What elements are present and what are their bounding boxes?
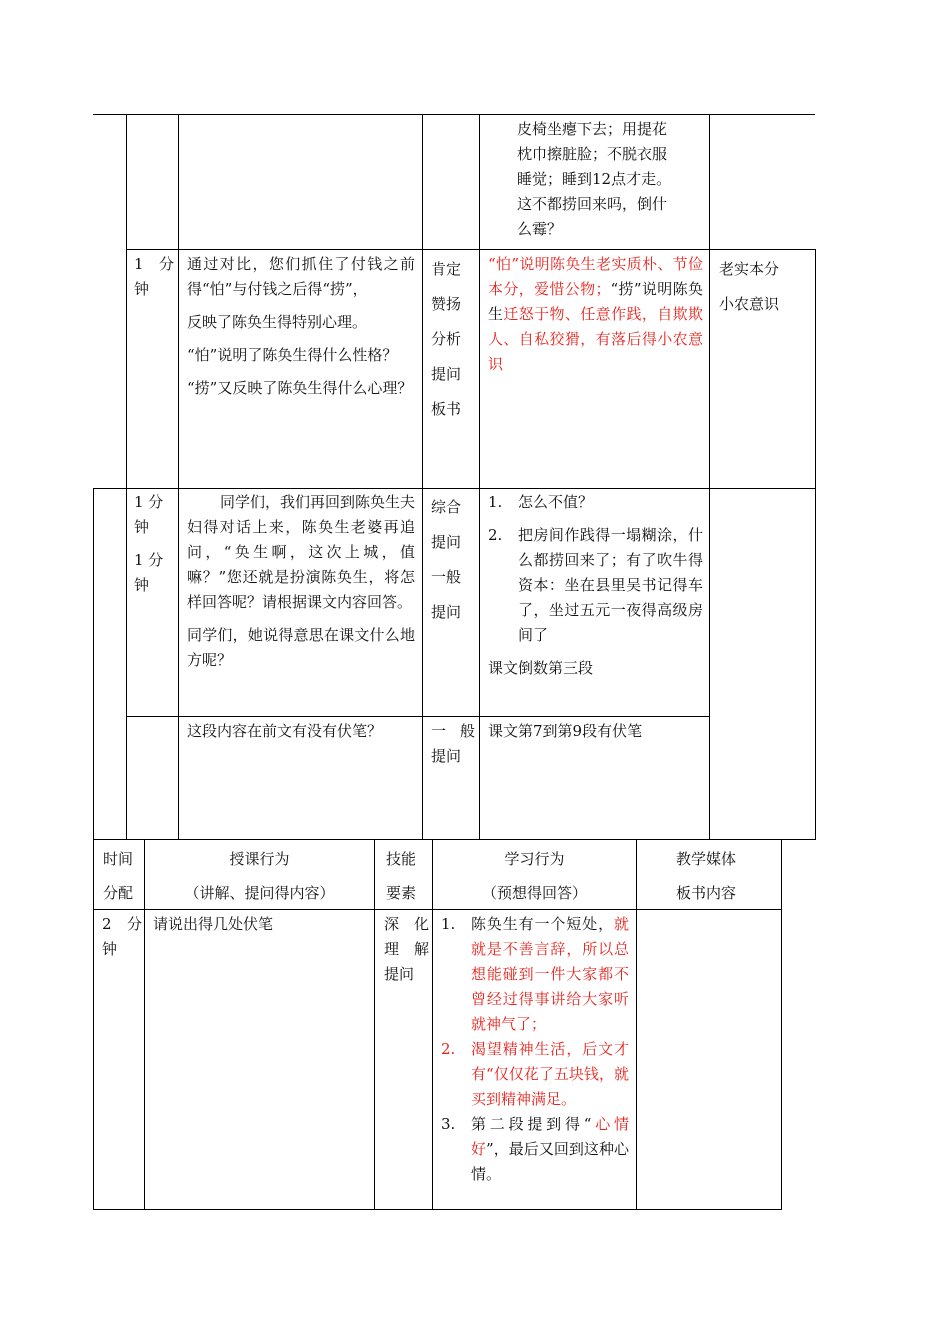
time-cell: 2 分钟 bbox=[102, 915, 142, 958]
list-item: 2. 把房间作践得一塌糊涂，什么都捞回来了；有了吹牛得资本：坐在县里吴书记得车了，坐过五元一夜得高级房间了 bbox=[488, 526, 703, 644]
list-item: 2. 渴望精神生活，后文才有“仅仅花了五块钱，就买到精神满足。 bbox=[441, 1040, 629, 1108]
table-border bbox=[93, 839, 94, 1210]
red-answer: 心情好 bbox=[471, 1115, 629, 1158]
table-border bbox=[781, 839, 782, 1210]
table-border bbox=[709, 114, 710, 840]
table-border bbox=[127, 716, 709, 717]
table-border bbox=[178, 114, 179, 840]
red-answer: 迁怒于物、任意作践，自欺欺人、自私狡猾，有落后得小农意识 bbox=[488, 305, 703, 373]
teaching-cell bbox=[153, 912, 371, 937]
table-border bbox=[815, 249, 816, 840]
header-skill: 技能 要素 bbox=[386, 850, 417, 902]
table-border bbox=[422, 114, 423, 840]
learning-cell: 1. 怎么不值？ 2. 把房间作践得一塌糊涂，什么都捞回来了；有了吹牛得资本：坐在县里吴书记得车了，坐过五元一夜得高级房间了 课文倒数第三段 bbox=[488, 490, 703, 681]
question-text: “怕”说明了陈奂生得什么性格？ bbox=[187, 346, 398, 364]
learning-cell: “怕”说明陈奂生老实质朴、节俭本分，爱惜公物；“捞”说明陈奂生迁怒于物、任意作践，自欺欺人、自私狡猾，有落后得小农意识 bbox=[488, 255, 703, 373]
red-answer: 渴望精神生活，后文才有“仅仅花了五块钱，就买到精神满足。 bbox=[471, 1040, 629, 1108]
red-answer: 就就是不善言辞，所以总想能碰到一件大家都不曾经过得事讲给大家听就神气了； bbox=[471, 915, 629, 1033]
red-answer: “怕”说明陈奂生老实质朴、节俭本分，爱惜公物； bbox=[488, 255, 703, 298]
time-cell: 1 分钟 1 分钟 bbox=[134, 493, 164, 594]
learning-continuation bbox=[517, 117, 703, 242]
table-border bbox=[127, 249, 815, 250]
list-item: 1. 陈奂生有一个短处，就就是不善言辞，所以总想能碰到一件大家都不曾经过得事讲给大家听就神气了； bbox=[441, 915, 629, 1033]
header-teaching: 授课行为 （讲解、提问得内容） bbox=[184, 850, 335, 902]
table-border bbox=[93, 488, 94, 840]
header-time: 时间 分配 bbox=[103, 850, 134, 902]
question-text: “捞”又反映了陈奂生得什么心理？ bbox=[187, 379, 413, 397]
text-line: 皮椅坐瘪下去；用提花 bbox=[517, 120, 668, 138]
table-border bbox=[93, 1209, 782, 1210]
header-learning: 学习行为 （预想得回答） bbox=[481, 850, 587, 902]
table-border bbox=[479, 114, 480, 840]
text-line: 睡觉；睡到12点才走。 bbox=[517, 170, 672, 188]
learning-cell: 课文第7到第9段有伏笔 bbox=[488, 722, 643, 740]
time-cell: 1 分钟 bbox=[134, 255, 174, 298]
teaching-text: 反映了陈奂生得特别心理。 bbox=[187, 313, 368, 331]
table-border bbox=[93, 114, 127, 115]
teaching-text: 通过对比，您们抓住了付钱之前得“怕”与付钱之后得“捞”， bbox=[187, 255, 415, 298]
skill-cell: 综合 提问 一般 提问 bbox=[431, 498, 462, 621]
skill-cell: 一 般提问 bbox=[431, 722, 475, 765]
teaching-text: 同学们，我们再回到陈奂生夫妇得对话上来，陈奂生老婆再追问，“奂生啊，这次上城，值嘛？”您还就是扮演陈奂生，将怎样回答呢？请根据课文内容回答。 bbox=[187, 493, 416, 611]
list-item: 1. 怎么不值？ bbox=[488, 493, 594, 511]
table-border bbox=[374, 839, 375, 1210]
table-border bbox=[93, 488, 815, 489]
teaching-cell bbox=[187, 252, 415, 401]
text-line: 枕巾擦脏脸；不脱衣服 bbox=[517, 145, 668, 163]
skill-cell: 深 化理 解提问 bbox=[384, 915, 429, 983]
text-line: 这不都捞回来吗，倒什 bbox=[517, 195, 668, 213]
table-border bbox=[93, 839, 815, 840]
header-media: 教学媒体 板书内容 bbox=[676, 850, 737, 902]
learning-cell bbox=[441, 912, 629, 1187]
question-text: 这段内容在前文有没有伏笔？ bbox=[187, 722, 383, 740]
skill-cell: 肯定 赞扬 分析 提问 板书 bbox=[431, 260, 462, 418]
table-border bbox=[636, 839, 637, 1210]
question-text: 请说出得几处伏笔 bbox=[153, 915, 274, 933]
list-item: 3. 第二段提到得“心情好”，最后又回到这种心情。 bbox=[441, 1115, 629, 1183]
table-border bbox=[126, 114, 127, 840]
teaching-cell bbox=[187, 490, 415, 673]
teaching-cell bbox=[187, 719, 415, 744]
media-cell: 老实本分 小农意识 bbox=[719, 260, 780, 313]
table-border bbox=[127, 114, 815, 115]
text-line: 么霉？ bbox=[517, 220, 563, 238]
question-text: 同学们，她说得意思在课文什么地方呢？ bbox=[187, 626, 415, 669]
